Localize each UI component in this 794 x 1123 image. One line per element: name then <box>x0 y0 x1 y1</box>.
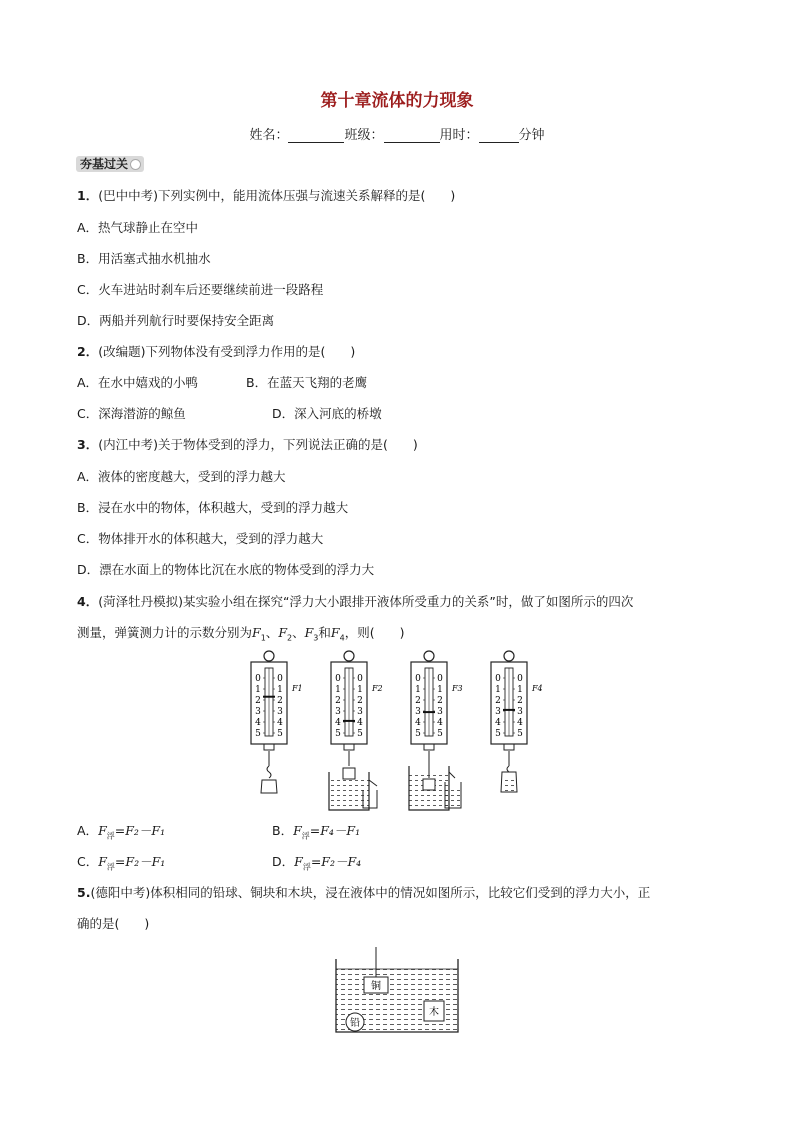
class-label: 班级： <box>344 128 384 143</box>
section-badge-label: 夯基过关 <box>80 157 129 171</box>
sym-f1: F <box>252 625 261 640</box>
q5-stem-line2: 确的是( ) <box>77 916 150 931</box>
student-info-line <box>0 124 794 143</box>
sym-f1-sub: 1 <box>260 633 266 643</box>
q5-stem-text-1: (德阳中考)体积相同的铅球、铜块和木块，浸在液体中的情况如图所示，比较它们受到的浮力大小，正 <box>90 885 651 900</box>
q4-stem-line1 <box>77 593 633 611</box>
q2-stem-text: (改编题)下列物体没有受到浮力作用的是( ) <box>98 344 356 359</box>
time-blank[interactable] <box>479 128 519 143</box>
q4-option-d <box>272 853 361 877</box>
wood-label: 木 <box>429 1007 439 1018</box>
scale-3-tick-r-0: 0 <box>437 674 443 684</box>
scale-4-tick-l-0: 0 <box>495 674 501 684</box>
q3-number: 3． <box>77 437 99 452</box>
q3-option-a: A．液体的密度越大，受到的浮力越大 <box>77 469 286 484</box>
q2-option-d: D．深入河底的桥墩 <box>272 406 382 421</box>
scale-4-tick-r-3: 3 <box>517 707 523 717</box>
scale-1-tick-r-2: 2 <box>277 696 283 706</box>
q4-stem-text-2c: ，则( ) <box>344 625 405 640</box>
scale-3-tick-l-4: 4 <box>415 718 421 728</box>
scale-1-tick-r-4: 4 <box>277 718 283 728</box>
scale-1-tick-l-4: 4 <box>255 718 261 728</box>
q4-option-b-letter: B． <box>272 823 294 838</box>
q4-stem-line2 <box>77 624 404 648</box>
page-title: 第十章流体的力现象 <box>320 91 474 111</box>
scale-1-tick-l-5: 5 <box>255 729 261 739</box>
scale-1-tick-r-5: 5 <box>277 729 283 739</box>
q4-option-a-lhs: F <box>98 823 107 838</box>
spring-scale-2 <box>331 651 367 750</box>
scale-4-tick-l-1: 1 <box>495 685 501 695</box>
q4-option-c-letter: C． <box>77 854 99 869</box>
scale-4-tick-r-2: 2 <box>517 696 523 706</box>
label-f1: F1 <box>292 684 303 693</box>
scale-2-tick-r-1: 1 <box>357 685 363 695</box>
q5-container-figure <box>334 947 460 1037</box>
overflow-beaker-3 <box>409 751 461 810</box>
time-label: 用时： <box>439 128 479 143</box>
scale-4-tick-r-5: 5 <box>517 729 523 739</box>
scale-1-tick-l-1: 1 <box>255 685 261 695</box>
q1-stem-text: (巴中中考)下列实例中，能用流体压强与流速关系解释的是( ) <box>98 188 456 203</box>
minute-label: 分钟 <box>518 128 545 143</box>
scale-3-tick-l-5: 5 <box>415 729 421 739</box>
scale-4-tick-l-3: 3 <box>495 707 501 717</box>
scale-4-tick-l-5: 5 <box>495 729 501 739</box>
q4-option-c <box>77 853 165 877</box>
q4-stem-text-2b: 和 <box>318 625 331 640</box>
q4-option-b-lhs: F <box>293 823 302 838</box>
scale-2-tick-r-4: 4 <box>357 718 363 728</box>
scale-2-tick-r-3: 3 <box>357 707 363 717</box>
class-blank[interactable] <box>384 128 440 143</box>
q1-option-a: A．热气球静止在空中 <box>77 220 199 235</box>
q1-stem <box>77 187 455 205</box>
scale-3-tick-r-2: 2 <box>437 696 443 706</box>
q4-option-c-rhs: =F₂－F₁ <box>114 854 166 869</box>
scale-4-tick-l-2: 2 <box>495 696 501 706</box>
q2-stem <box>77 343 355 361</box>
q2-number: 2． <box>77 344 99 359</box>
scale-3-tick-l-3: 3 <box>415 707 421 717</box>
sym-f4: F <box>330 625 340 640</box>
spring-scale-4 <box>491 651 527 750</box>
scale-2-tick-l-2: 2 <box>335 696 341 706</box>
scale-2-tick-l-3: 3 <box>335 707 341 717</box>
copper-label: 铜 <box>371 981 381 992</box>
sym-f3-sub: 3 <box>313 633 319 643</box>
q4-stem-text-1: (菏泽牡丹模拟)某实验小组在探究“浮力大小跟排开液体所受重力的关系”时，做了如图所示的四次 <box>98 594 634 609</box>
scale-3-tick-l-1: 1 <box>415 685 421 695</box>
scale-1-tick-l-0: 0 <box>255 674 261 684</box>
q2-option-a: A．在水中嬉戏的小鸭 <box>77 375 199 390</box>
q3-stem-text: (内江中考)关于物体受到的浮力，下列说法正确的是( ) <box>98 437 418 452</box>
spring-scale-1 <box>251 651 287 750</box>
scale-1-tick-r-0: 0 <box>277 674 283 684</box>
scale-3-tick-l-2: 2 <box>415 696 421 706</box>
sym-f3: F <box>304 625 314 640</box>
q4-option-b-sub: 浮 <box>301 831 310 841</box>
scale-2-tick-r-0: 0 <box>357 674 363 684</box>
scale-3-tick-l-0: 0 <box>415 674 421 684</box>
q4-option-d-rhs: =F₂－F₄ <box>310 854 362 869</box>
scale-2-tick-l-4: 4 <box>335 718 341 728</box>
scale-1-tick-l-3: 3 <box>255 707 261 717</box>
scale-2-tick-l-1: 1 <box>335 685 341 695</box>
q1-number: 1． <box>77 188 99 203</box>
scale-2-tick-r-2: 2 <box>357 696 363 706</box>
q3-option-d: D．漂在水面上的物体比沉在水底的物体受到的浮力大 <box>77 562 375 577</box>
scale-3-tick-r-1: 1 <box>437 685 443 695</box>
sym-f2-sub: 2 <box>287 633 293 643</box>
scale-4-tick-r-0: 0 <box>517 674 523 684</box>
q4-option-a <box>77 822 165 846</box>
lead-label: 铅 <box>350 1018 360 1029</box>
q4-option-c-lhs: F <box>98 854 107 869</box>
q4-option-c-sub: 浮 <box>106 862 115 872</box>
sym-sep-2: 、 <box>292 625 305 640</box>
sym-sep-1: 、 <box>265 625 279 640</box>
label-f4: F4 <box>532 684 543 693</box>
q4-option-d-sub: 浮 <box>302 862 311 872</box>
q4-option-a-letter: A． <box>77 823 99 838</box>
q4-option-d-lhs: F <box>294 854 303 869</box>
scale-3-tick-r-3: 3 <box>437 707 443 717</box>
q1-option-b: B．用活塞式抽水机抽水 <box>77 251 211 266</box>
name-blank[interactable] <box>288 128 344 143</box>
scale-2-tick-r-5: 5 <box>357 729 363 739</box>
scale-4-tick-r-4: 4 <box>517 718 523 728</box>
q5-number: 5. <box>77 885 91 900</box>
name-label: 姓名： <box>249 128 289 143</box>
q2-option-c: C．深海潜游的鲸鱼 <box>77 406 186 421</box>
sym-f2: F <box>278 625 287 640</box>
q3-option-c: C．物体排开水的体积越大，受到的浮力越大 <box>77 531 324 546</box>
spring-scales-group <box>251 651 527 750</box>
scale-4-tick-r-1: 1 <box>517 685 523 695</box>
spring-scale-3 <box>411 651 447 750</box>
q4-spring-scale-figure <box>247 648 557 813</box>
q4-option-a-sub: 浮 <box>106 831 115 841</box>
q3-option-b: B．浸在水中的物体，体积越大，受到的浮力越大 <box>77 500 349 515</box>
q1-option-d: D．两船并列航行时要保持安全距离 <box>77 313 275 328</box>
q5-stem-line1 <box>77 884 650 902</box>
q2-option-b: B．在蓝天飞翔的老鹰 <box>246 375 368 390</box>
scale-4-tick-l-4: 4 <box>495 718 501 728</box>
q4-stem-text-2a: 测量，弹簧测力计的示数分别为 <box>77 625 253 640</box>
scale-1-tick-r-3: 3 <box>277 707 283 717</box>
scale-2-tick-l-5: 5 <box>335 729 341 739</box>
q4-option-d-letter: D． <box>272 854 295 869</box>
scale-3-tick-r-5: 5 <box>437 729 443 739</box>
q4-number: 4． <box>77 594 99 609</box>
sym-f4-sub: 4 <box>339 633 345 643</box>
section-badge <box>76 156 144 172</box>
scale-3-tick-r-4: 4 <box>437 718 443 728</box>
scale-1-tick-r-1: 1 <box>277 685 283 695</box>
q3-stem <box>77 436 418 454</box>
badge-end-icon <box>130 159 141 170</box>
scale-2-tick-l-0: 0 <box>335 674 341 684</box>
overflow-beaker-2 <box>329 751 377 810</box>
label-f2: F2 <box>372 684 383 693</box>
hanging-cup-4 <box>501 751 517 792</box>
q4-option-b-rhs: =F₄－F₁ <box>309 823 361 838</box>
q1-option-c: C．火车进站时刹车后还要继续前进一段路程 <box>77 282 324 297</box>
label-f3: F3 <box>452 684 463 693</box>
hanging-weight-1 <box>261 751 277 794</box>
scale-1-tick-l-2: 2 <box>255 696 261 706</box>
q4-option-b <box>272 822 360 846</box>
q4-option-a-rhs: =F₂－F₁ <box>114 823 166 838</box>
